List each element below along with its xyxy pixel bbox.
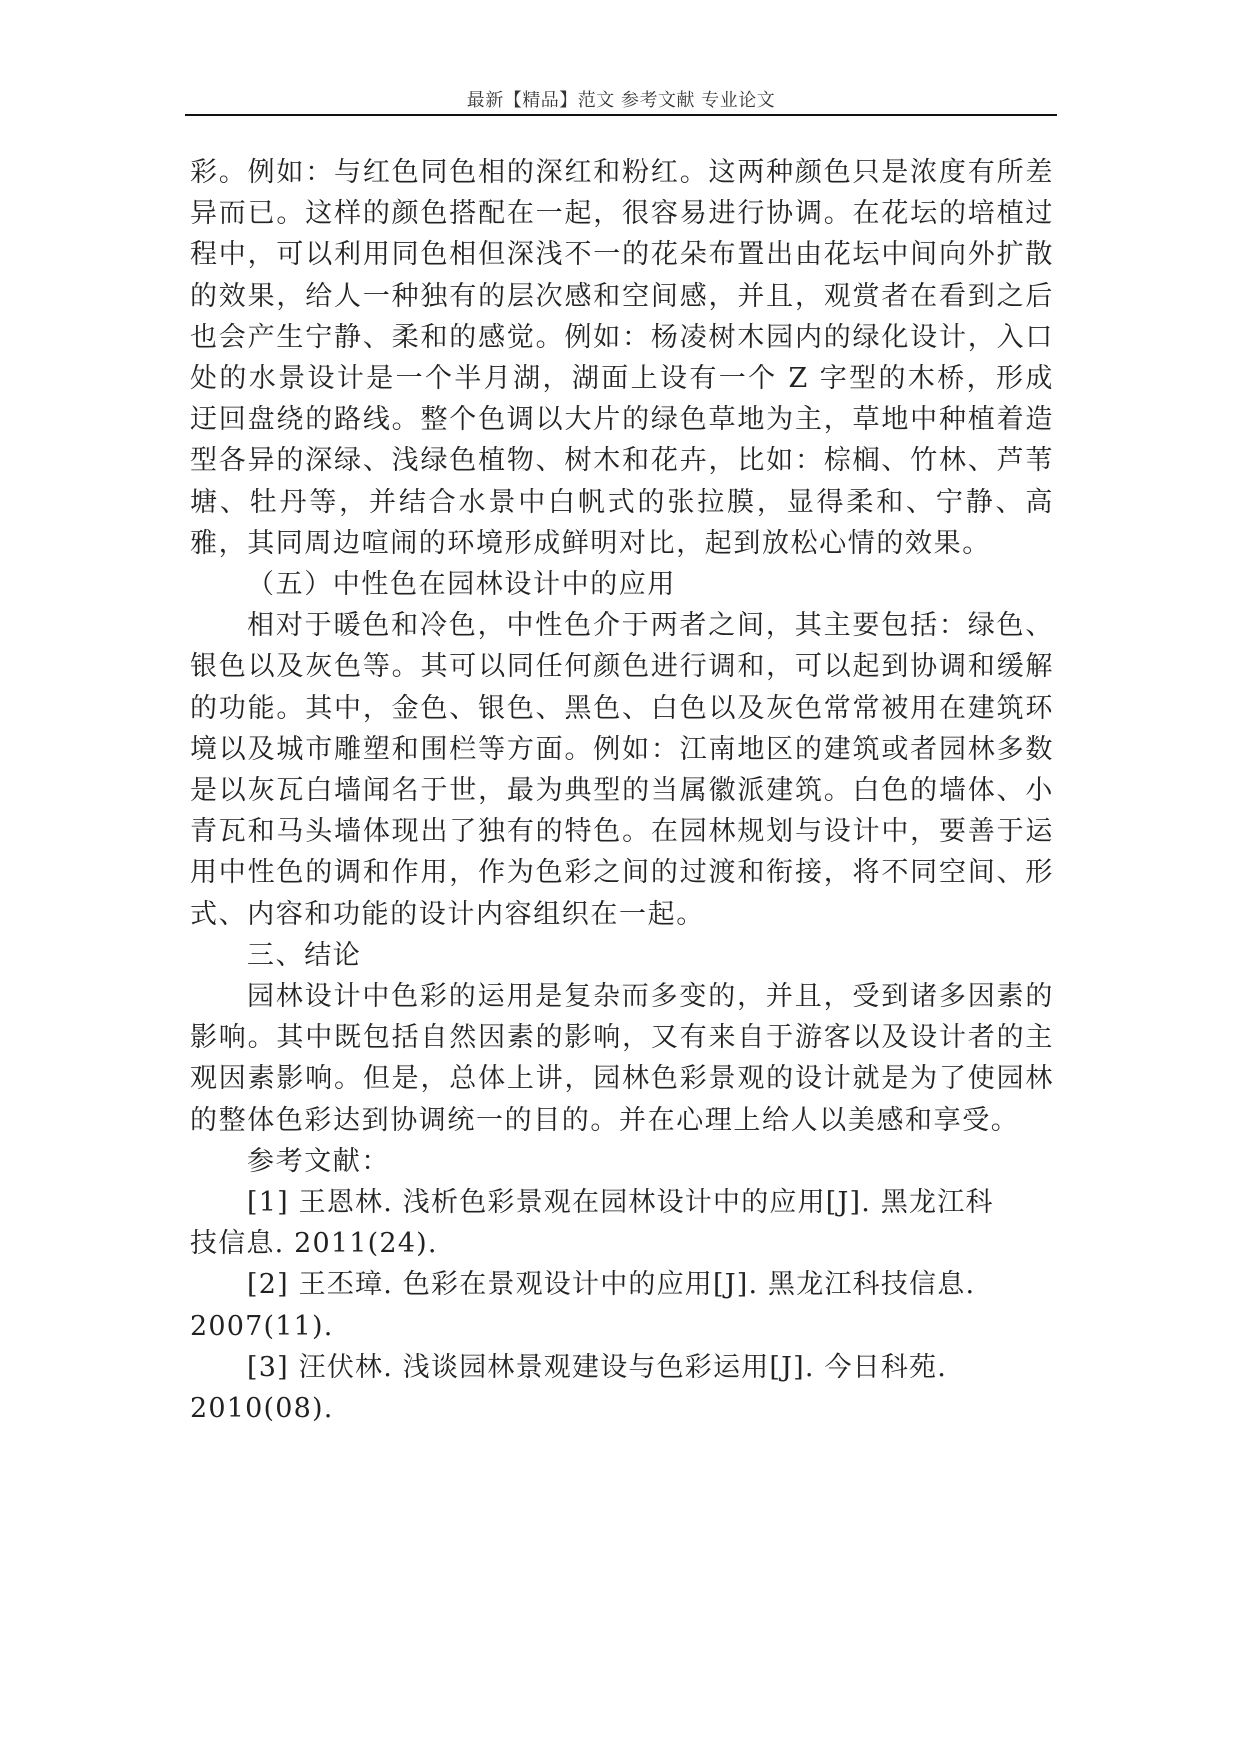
- header-rule: [185, 114, 1057, 116]
- paragraph-color-harmony: 彩。例如：与红色同色相的深红和粉红。这两种颜色只是浓度有所差异而已。这样的颜色搭配在一起，很容易进行协调。在花坛的培植过程中，可以利用同色相但深浅不一的花朵布置出由花坛中间向外扩散的效果，给人一种独有的层次感和空间感，并且，观赏者在看到之后也会产生宁静、柔和的感觉。例如：杨凌树木园内的绿化设计，入口处的水景设计是一个半月湖，湖面上设有一个 Z 字型的木桥，形成迂回盘绕的路线。整个色调以大片的绿色草地为主，草地中种植着造型各异的深绿、浅绿色植物、树木和花卉，比如：棕榈、竹林、芦苇塘、牡丹等，并结合水景中白帆式的张拉膜，显得柔和、宁静、高雅，其同周边喧闹的环境形成鲜明对比，起到放松心情的效果。: [190, 157, 1054, 559]
- reference-3-line-2: 2010(08).: [190, 1393, 334, 1425]
- reference-2-line-1: [2] 王丕璋. 色彩在景观设计中的应用[J]. 黑龙江科技信息.: [247, 1269, 976, 1301]
- section-heading-conclusion: 三、结论: [247, 939, 362, 971]
- reference-1-line-1: [1] 王恩林. 浅析色彩景观在园林设计中的应用[J]. 黑龙江科: [247, 1187, 994, 1219]
- references-title: 参考文献：: [247, 1145, 390, 1177]
- page-header: 最新【精品】范文 参考文献 专业论文: [466, 90, 776, 111]
- reference-1-line-2: 技信息. 2011(24).: [190, 1228, 438, 1260]
- paragraph-neutral-colors: 相对于暖色和冷色，中性色介于两者之间，其主要包括：绿色、银色以及灰色等。其可以同任何颜色进行调和，可以起到协调和缓解的功能。其中，金色、银色、黑色、白色以及灰色常常被用在建筑环境以及城市雕塑和围栏等方面。例如：江南地区的建筑或者园林多数是以灰瓦白墙闻名于世，最为典型的当属徽派建筑。白色的墙体、小青瓦和马头墙体现出了独有的特色。在园林规划与设计中，要善于运用中性色的调和作用，作为色彩之间的过渡和衔接，将不同空间、形式、内容和功能的设计内容组织在一起。: [190, 610, 1054, 930]
- paragraph-conclusion: 园林设计中色彩的运用是复杂而多变的，并且，受到诸多因素的影响。其中既包括自然因素的影响，又有来自于游客以及设计者的主观因素影响。但是，总体上讲，园林色彩景观的设计就是为了使园林的整体色彩达到协调统一的目的。并在心理上给人以美感和享受。: [190, 981, 1054, 1136]
- reference-2-line-2: 2007(11).: [190, 1310, 334, 1342]
- reference-3-line-1: [3] 汪伏林. 浅谈园林景观建设与色彩运用[J]. 今日科苑.: [247, 1351, 948, 1383]
- document-body: [190, 152, 1054, 1429]
- section-heading-neutral-colors: （五）中性色在园林设计中的应用: [247, 569, 676, 601]
